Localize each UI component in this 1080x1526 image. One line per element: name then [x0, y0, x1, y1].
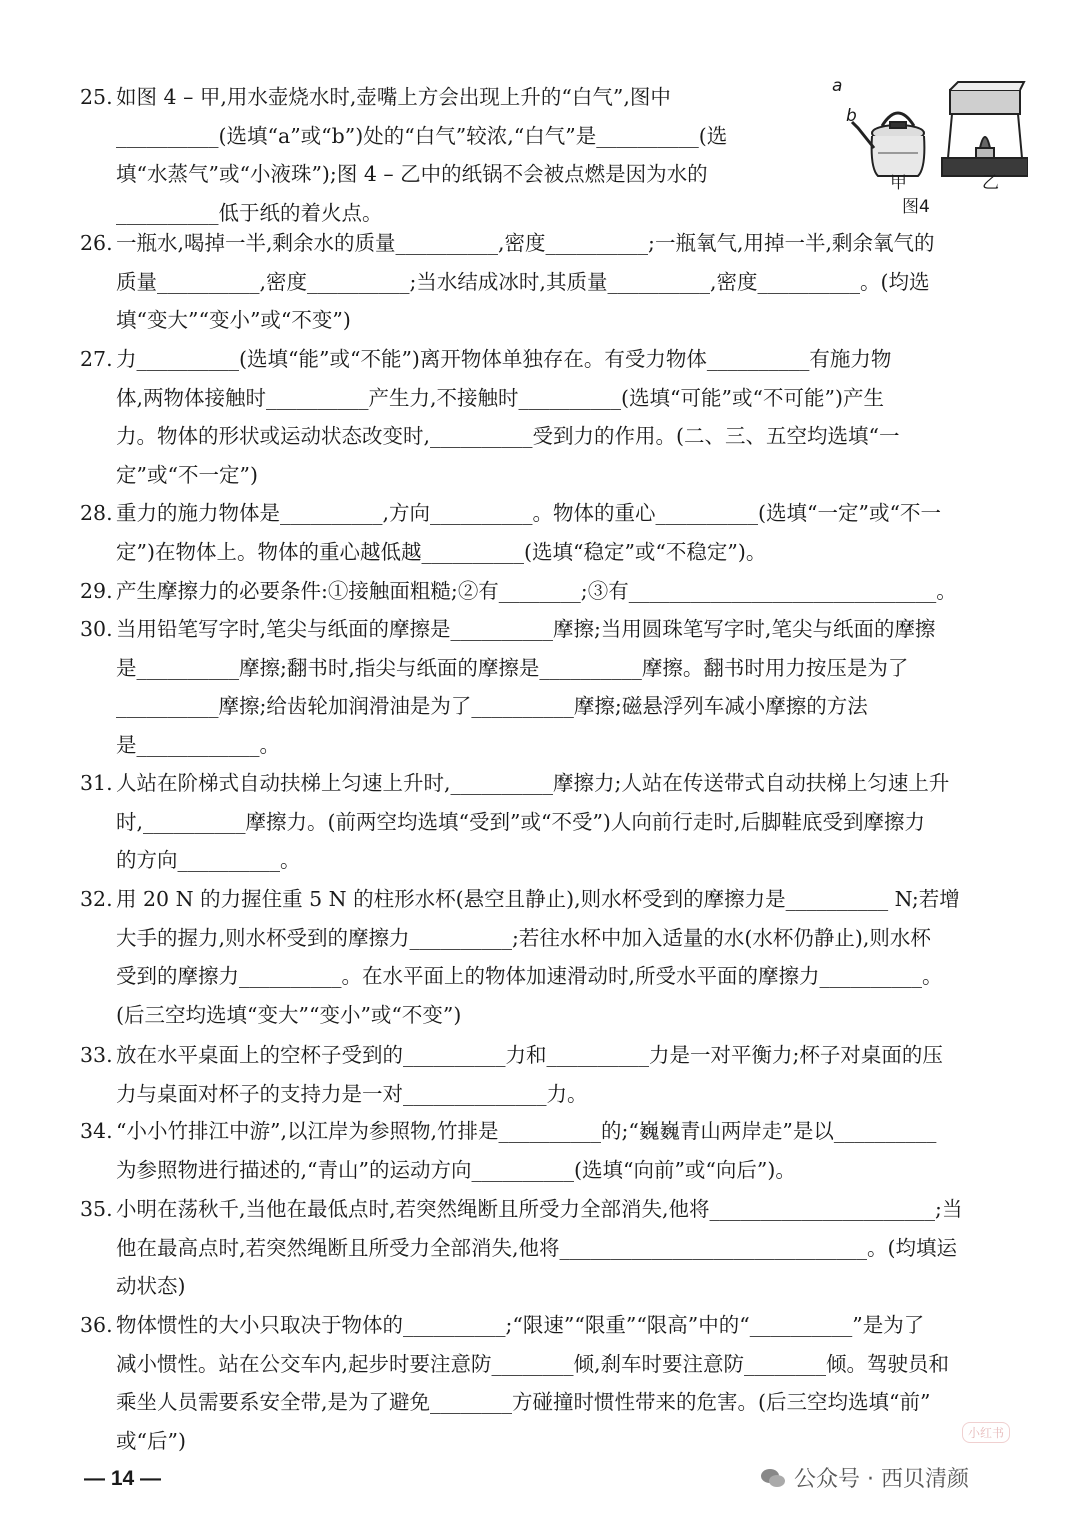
- question-line: [80, 1267, 1024, 1306]
- question-text: 体,两物体接触时__________产生力,不接触时__________(选填“可能”或“不可能”)产生: [116, 385, 884, 410]
- question-line: [80, 78, 780, 117]
- question-number: 28.: [80, 501, 113, 525]
- question-line: [80, 301, 1024, 340]
- question-line: [80, 1036, 1024, 1075]
- question-line: [80, 1383, 1024, 1422]
- question-line: [80, 155, 816, 194]
- question-line: [80, 456, 1024, 495]
- question-33: [80, 1036, 1024, 1113]
- question-text: “小小竹排江中游”,以江岸为参照物,竹排是__________的;“巍巍青山两岸走”是以__________: [116, 1119, 937, 1143]
- question-text: 小明在荡秋千,当他在最低点时,若突然绳断且所受力全部消失,他将______________________;当: [116, 1197, 963, 1221]
- question-text: 力__________(选填“能”或“不能”)离开物体单独存在。有受力物体__________有施力物: [116, 347, 892, 371]
- question-text: 动状态): [116, 1274, 186, 1298]
- question-line: [80, 572, 1024, 611]
- question-number: 33.: [80, 1043, 113, 1067]
- question-number: 32.: [80, 887, 113, 911]
- question-line: [80, 957, 1024, 996]
- question-text: 他在最高点时,若突然绳断且所受力全部消失,他将______________________________。(均填运: [116, 1235, 958, 1260]
- question-line: [80, 764, 1024, 803]
- question-31: [80, 764, 1024, 880]
- question-line: [80, 117, 816, 156]
- question-line: [80, 803, 1024, 842]
- question-line: [80, 726, 1024, 765]
- stamp-watermark: 小红书: [962, 1422, 1010, 1443]
- question-text: 乘坐人员需要系安全带,是为了避免________方碰撞时惯性带来的危害。(后三空均选填“前”: [116, 1390, 931, 1414]
- question-line: [80, 649, 1024, 688]
- question-line: [80, 1306, 1024, 1345]
- question-text: 为参照物进行描述的,“青山”的运动方向__________(选填“向前”或“向后”)。: [116, 1157, 796, 1182]
- question-text: 或“后”): [116, 1428, 186, 1453]
- watermark-text: 公众号 · 西贝清颜: [794, 1467, 969, 1492]
- question-line: [80, 1190, 1024, 1229]
- label-yi: 乙: [982, 173, 999, 193]
- question-text: 定”或“不一定”): [116, 462, 258, 487]
- question-line: [80, 1229, 1024, 1268]
- question-number: 34.: [80, 1119, 113, 1143]
- question-text: __________(选填“a”或“b”)处的“白气”较浓,“白气”是__________(选: [116, 123, 728, 148]
- question-text: 的方向__________。: [116, 848, 301, 872]
- label-a: a: [832, 76, 843, 96]
- question-number: 30.: [80, 617, 113, 641]
- question-line: [80, 224, 1024, 263]
- question-number: 31.: [80, 771, 113, 795]
- question-text: 放在水平桌面上的空杯子受到的__________力和__________力是一对平衡力;杯子对桌面的压: [116, 1043, 943, 1067]
- question-36: [80, 1306, 1024, 1460]
- question-line: [80, 841, 1024, 880]
- question-line: [80, 919, 1024, 958]
- question-line: [80, 1075, 1024, 1114]
- question-35: [80, 1190, 1024, 1306]
- figure-caption: 图4: [902, 197, 930, 217]
- question-line: [80, 610, 1024, 649]
- question-line: [80, 687, 1024, 726]
- question-text: 力与桌面对杯子的支持力是一对______________力。: [116, 1081, 588, 1106]
- question-text: 受到的摩擦力__________。在水平面上的物体加速滑动时,所受水平面的摩擦力__________。: [116, 964, 943, 988]
- question-line: [80, 417, 1024, 456]
- question-text: 大手的握力,则水杯受到的摩擦力__________;若往水杯中加入适量的水(水杯仍静止),则水杯: [116, 925, 931, 950]
- question-line: [80, 1422, 1024, 1461]
- question-text: 如图 4 – 甲,用水壶烧水时,壶嘴上方会出现上升的“白气”,图中: [116, 85, 671, 109]
- question-line: [80, 263, 1024, 302]
- question-text: 定”)在物体上。物体的重心越低越__________(选填“稳定”或“不稳定”)。: [116, 539, 767, 564]
- question-number: 35.: [80, 1197, 113, 1221]
- figure-4: [832, 76, 1028, 218]
- question-text: (后三空均选填“变大”“变小”或“不变”): [116, 1002, 462, 1027]
- question-text: 当用铅笔写字时,笔尖与纸面的摩擦是__________摩擦;当用圆珠笔写字时,笔尖与纸面的摩擦: [116, 617, 936, 641]
- question-line: [80, 533, 1024, 572]
- wechat-icon: [760, 1467, 786, 1489]
- label-b: b: [846, 106, 857, 126]
- question-number: 26.: [80, 231, 113, 255]
- question-number: 27.: [80, 347, 113, 371]
- question-28: [80, 494, 1024, 571]
- question-line: [80, 379, 1024, 418]
- question-text: 是____________。: [116, 732, 280, 757]
- question-26: [80, 224, 1024, 340]
- question-line: [80, 996, 1024, 1035]
- question-line: [80, 494, 1024, 533]
- label-jia: 甲: [890, 173, 907, 193]
- question-34: [80, 1112, 1024, 1189]
- question-number: 25.: [80, 85, 113, 109]
- question-text: 填“变大”“变小”或“不变”): [116, 308, 351, 332]
- question-text: 产生摩擦力的必要条件:①接触面粗糙;②有________;③有______________________________。: [116, 579, 957, 603]
- question-text: 填“水蒸气”或“小液珠”);图 4 – 乙中的纸锅不会被点燃是因为水的: [116, 162, 708, 186]
- question-text: 减小惯性。站在公交车内,起步时要注意防________倾,刹车时要注意防________倾。驾驶员和: [116, 1351, 950, 1376]
- question-27: [80, 340, 1024, 494]
- question-text: 时,__________摩擦力。(前两空均选填“受到”或“不受”)人向前行走时,后脚鞋底受到摩擦力: [116, 809, 925, 834]
- question-text: 物体惯性的大小只取决于物体的__________;“限速”“限重”“限高”中的“__________”是为了: [116, 1313, 925, 1337]
- question-32: [80, 880, 1024, 1034]
- question-text: 重力的施力物体是__________,方向__________。物体的重心__________(选填“一定”或“不一: [116, 501, 941, 525]
- question-30: [80, 610, 1024, 764]
- question-number: 29.: [80, 579, 113, 603]
- question-text: 质量__________,密度__________;当水结成冰时,其质量__________,密度__________。(均选: [116, 269, 930, 294]
- question-line: [80, 1151, 1024, 1190]
- question-text: 用 20 N 的力握住重 5 N 的柱形水杯(悬空且静止),则水杯受到的摩擦力是__________ N;若增: [116, 887, 960, 911]
- page-number: — 14 —: [84, 1467, 162, 1490]
- question-text: __________摩擦;给齿轮加润滑油是为了__________摩擦;磁悬浮列车减小摩擦的方法: [116, 694, 868, 718]
- question-line: [80, 880, 1024, 919]
- wechat-watermark: [760, 1462, 969, 1493]
- question-text: __________低于纸的着火点。: [116, 200, 383, 225]
- question-text: 是__________摩擦;翻书时,指尖与纸面的摩擦是__________摩擦。翻书时用力按压是为了: [116, 655, 909, 680]
- question-line: [80, 340, 1024, 379]
- question-number: 36.: [80, 1313, 113, 1337]
- question-text: 一瓶水,喝掉一半,剩余水的质量__________,密度__________;一瓶氧气,用掉一半,剩余氧气的: [116, 231, 935, 255]
- question-line: [80, 1112, 1024, 1151]
- question-text: 人站在阶梯式自动扶梯上匀速上升时,__________摩擦力;人站在传送带式自动扶梯上匀速上升: [116, 771, 950, 795]
- kettle-and-paper-pot-illustration: [838, 78, 1028, 188]
- question-line: [80, 1345, 1024, 1384]
- question-29: [80, 572, 1024, 611]
- question-text: 力。物体的形状或运动状态改变时,__________受到力的作用。(二、三、五空均选填“一: [116, 424, 900, 448]
